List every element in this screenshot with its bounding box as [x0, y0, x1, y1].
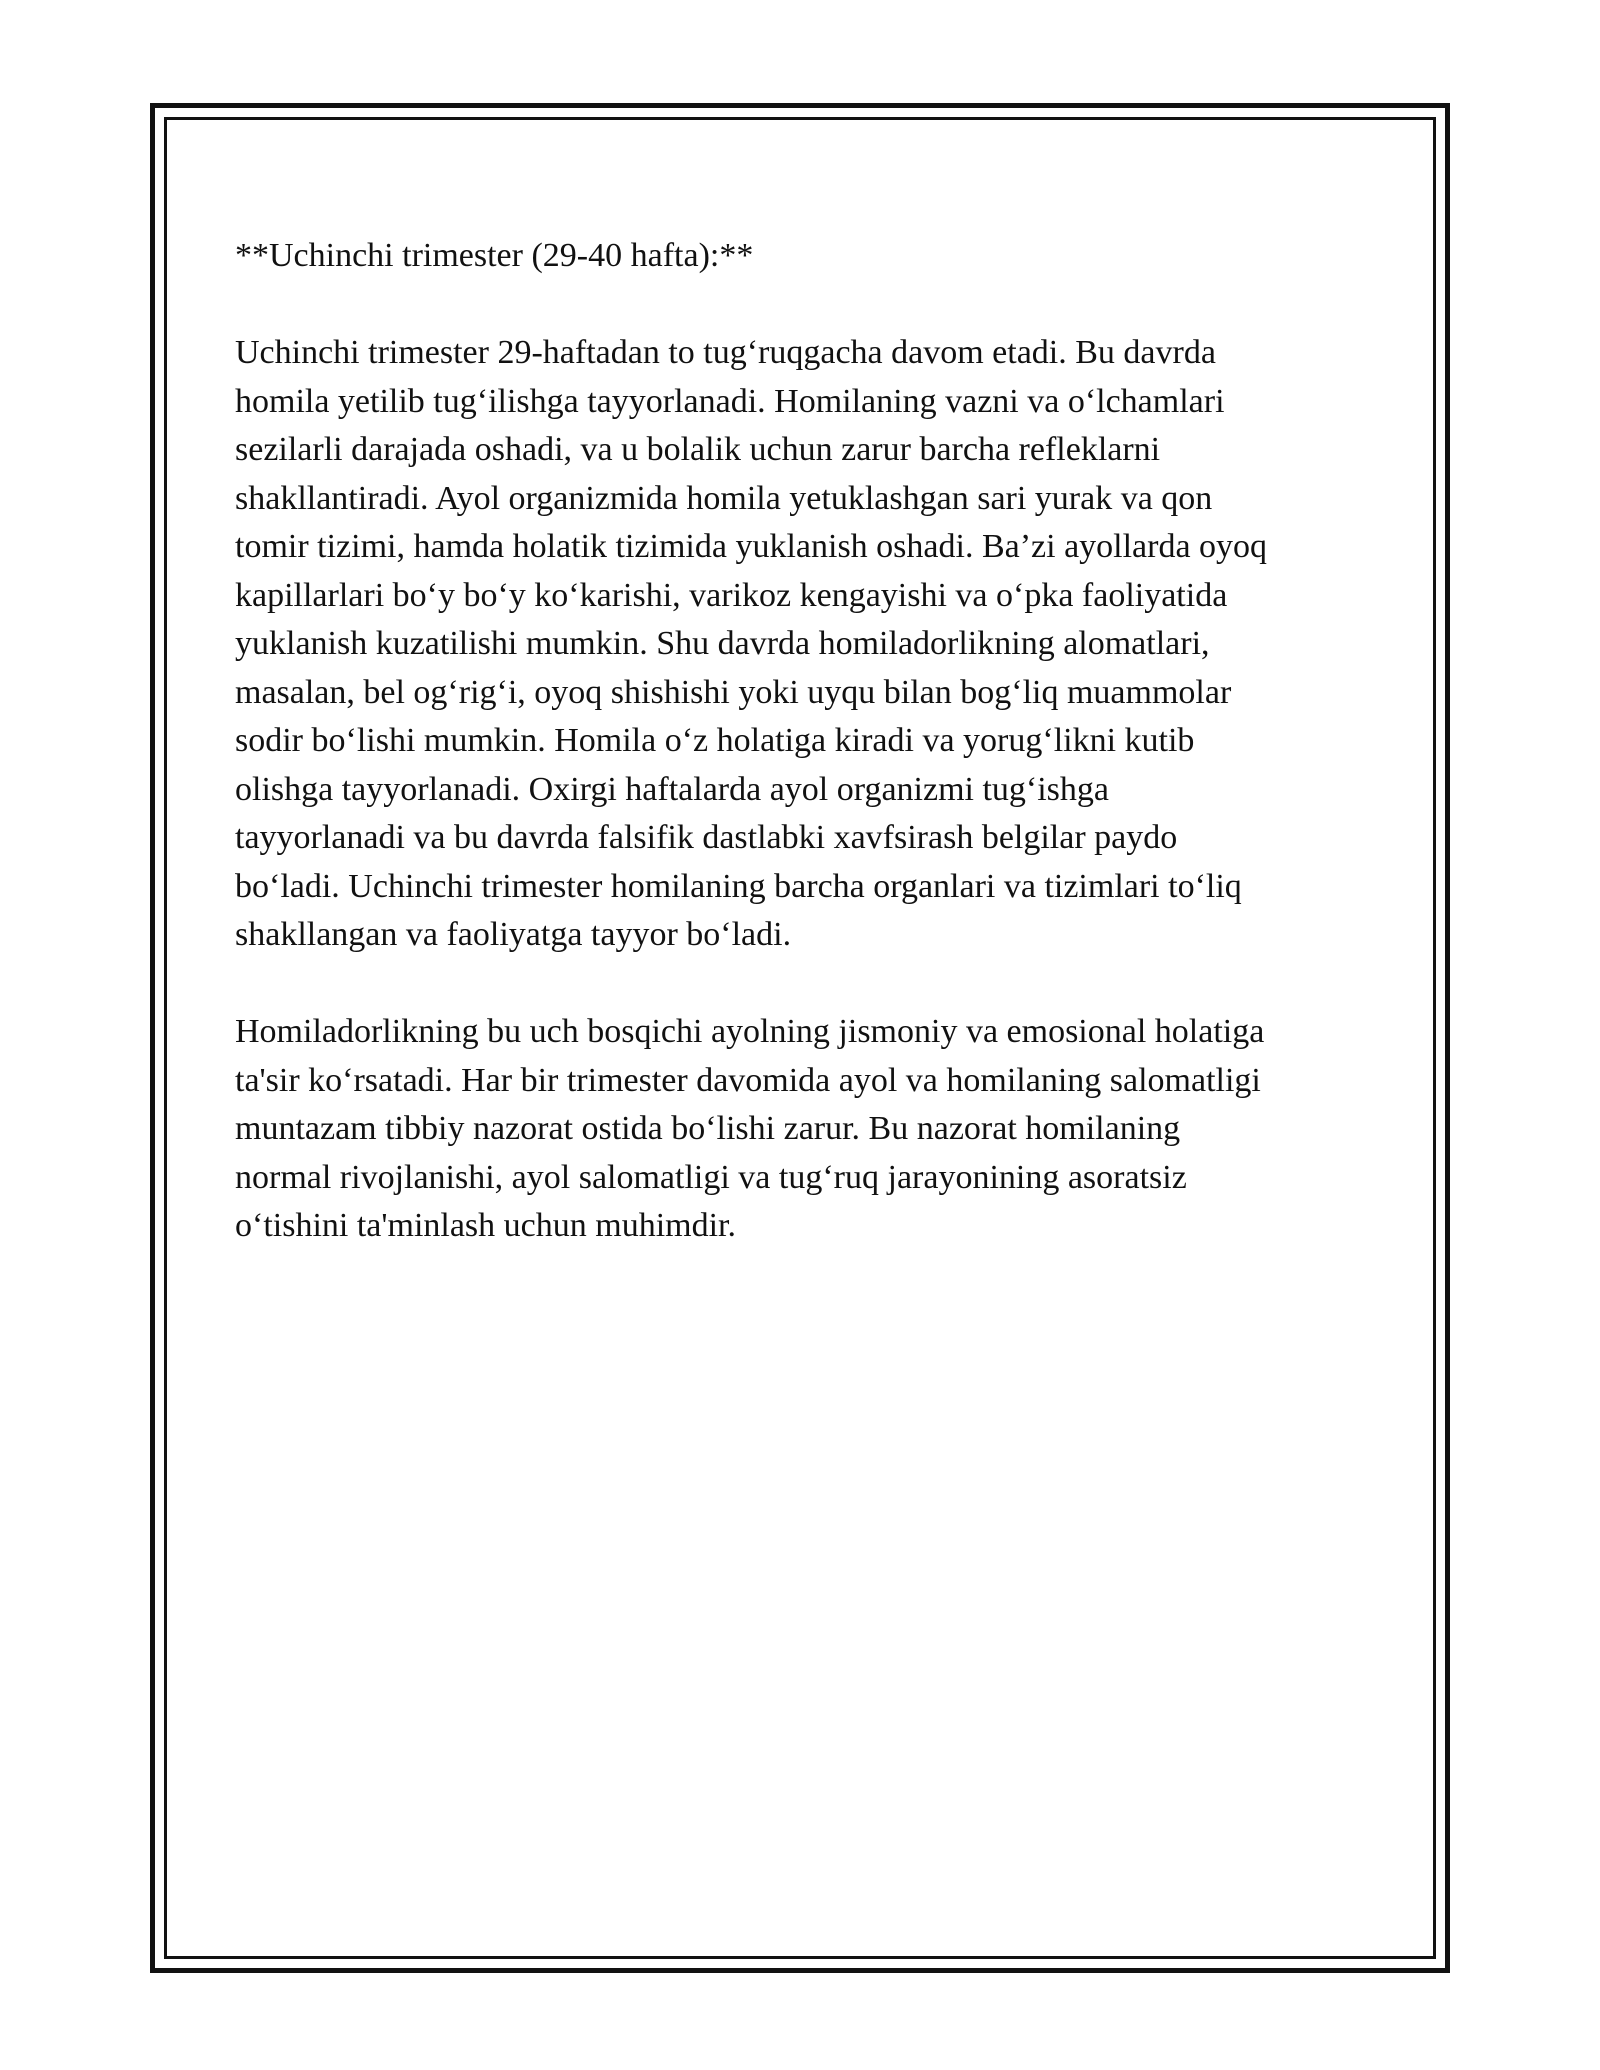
- text-line: Homiladorlikning bu uch bosqichi ayolning jismoniy va emosional holatiga: [235, 1013, 1265, 1050]
- paragraph-third-trimester: [235, 329, 1375, 960]
- text-line: homila yetilib tug‘ilishga tayyorlanadi. Homilaning vazni va o‘lchamlari: [235, 382, 1225, 420]
- text-line: normal rivojlanishi, ayol salomatligi va tug‘ruq jarayonining asoratsiz: [235, 1158, 1187, 1196]
- text-line: yuklanish kuzatilishi mumkin. Shu davrda homiladorlikning alomatlari,: [235, 625, 1210, 662]
- text-line: Uchinchi trimester 29-haftadan to tug‘ruqgacha davom etadi. Bu davrda: [235, 334, 1216, 371]
- paragraph-summary: [235, 1008, 1375, 1251]
- text-line: shakllangan va faoliyatga tayyor bo‘ladi.: [235, 916, 792, 953]
- text-line: masalan, bel og‘rig‘i, oyoq shishishi yoki uyqu bilan bog‘liq muammolar: [235, 673, 1232, 711]
- text-line: kapillarlari bo‘y bo‘y ko‘karishi, varikoz kengayishi va o‘pka faoliyatida: [235, 576, 1228, 614]
- text-line: olishga tayyorlanadi. Oxirgi haftalarda ayol organizmi tug‘ishga: [235, 770, 1110, 808]
- text-line: muntazam tibbiy nazorat ostida bo‘lishi zarur. Bu nazorat homilaning: [235, 1110, 1181, 1147]
- text-line: ta'sir ko‘rsatadi. Har bir trimester davomida ayol va homilaning salomatligi: [235, 1061, 1261, 1099]
- document-body: [235, 232, 1375, 1299]
- text-line: shakllantiradi. Ayol organizmida homila yetuklashgan sari yurak va qon: [235, 479, 1213, 517]
- text-line: tomir tizimi, hamda holatik tizimida yuklanish oshadi. Ba’zi ayollarda oyoq: [235, 528, 1268, 565]
- text-line: o‘tishini ta'minlash uchun muhimdir.: [235, 1207, 736, 1244]
- text-line: sezilarli darajada oshadi, va u bolalik uchun zarur barcha reflеklarni: [235, 431, 1161, 468]
- section-heading: **Uchinchi trimester (29-40 hafta):**: [235, 237, 754, 274]
- text-line: sodir bo‘lishi mumkin. Homila o‘z holatiga kiradi va yorug‘likni kutib: [235, 722, 1195, 759]
- text-line: tayyorlanadi va bu davrda falsifik dastlabki xavfsirash belgilar paydo: [235, 819, 1178, 856]
- text-line: bo‘ladi. Uchinchi trimester homilaning barcha organlari va tizimlari to‘liq: [235, 867, 1242, 905]
